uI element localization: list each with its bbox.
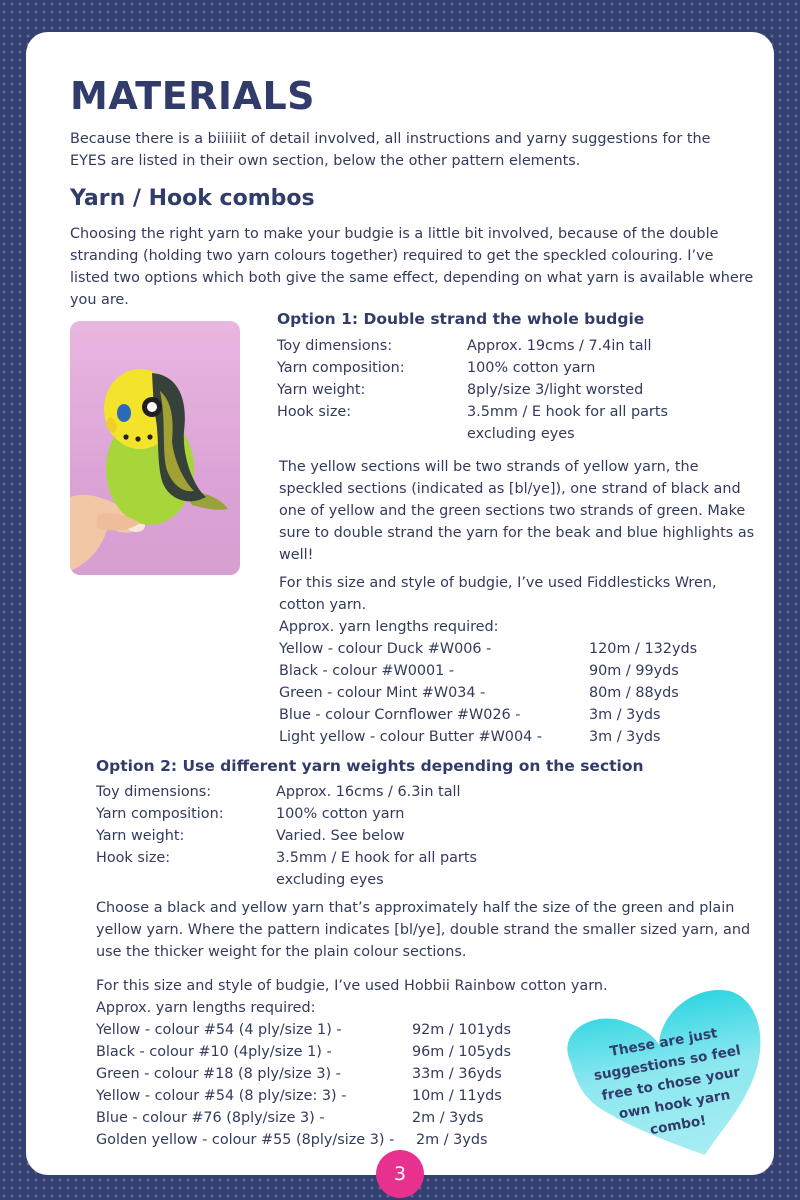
yarn-length-row bbox=[279, 660, 749, 682]
intro-paragraph: Because there is a biiiiiit of detail involved, all instructions and yarny suggestions for the EYES are listed in their own section, below the other pattern elements. bbox=[70, 131, 711, 169]
yarn-length-row bbox=[279, 704, 749, 726]
spec-label: Yarn composition: bbox=[96, 806, 224, 822]
spec-row bbox=[277, 379, 747, 401]
option1-lengths-label: Approx. yarn lengths required: bbox=[279, 619, 499, 635]
yarn-name: Green - colour #18 (8 ply/size 3) - bbox=[96, 1066, 341, 1082]
spec-value: Approx. 16cms / 6.3in tall bbox=[276, 784, 461, 800]
option2-yarn-note: For this size and style of budgie, I’ve used Hobbii Rainbow cotton yarn. bbox=[96, 978, 608, 994]
page-number-badge: 3 bbox=[376, 1150, 424, 1198]
spec-label: Hook size: bbox=[277, 404, 352, 420]
yarn-name: Yellow - colour #54 (4 ply/size 1) - bbox=[96, 1022, 342, 1038]
yarn-name: Golden yellow - colour #55 (8ply/size 3) - bbox=[96, 1132, 395, 1148]
spec-row bbox=[277, 401, 747, 445]
yarn-length-row bbox=[96, 1019, 546, 1041]
yarn-amount: 96m / 105yds bbox=[412, 1044, 511, 1060]
yarn-name: Yellow - colour Duck #W006 - bbox=[279, 641, 492, 657]
section-heading: Yarn / Hook combos bbox=[70, 186, 315, 211]
option2-description: Choose a black and yellow yarn that’s approximately half the size of the green and plain yellow yarn. Where the pattern indicates [bl/ye], double strand the smaller sized yarn, and use the thicker weight for the plain colour sections. bbox=[96, 900, 751, 960]
spec-value: 100% cotton yarn bbox=[276, 806, 405, 822]
yarn-name: Yellow - colour #54 (8 ply/size: 3) - bbox=[96, 1088, 347, 1104]
yarn-name: Black - colour #W0001 - bbox=[279, 663, 455, 679]
option2-heading: Option 2: Use different yarn weights depending on the section bbox=[96, 757, 644, 775]
option2-lengths-label: Approx. yarn lengths required: bbox=[96, 1000, 316, 1016]
spec-row bbox=[96, 847, 536, 891]
spec-label: Toy dimensions: bbox=[277, 338, 393, 354]
spec-label: Yarn weight: bbox=[96, 828, 185, 844]
option1-specs bbox=[277, 335, 747, 445]
option1-description: The yellow sections will be two strands of yellow yarn, the speckled sections (indicated as [bl/ye]), one strand of black and one of yellow and the green sections two strands of green. Make sure to double strand the yarn for the beak and blue highlights as well! bbox=[279, 459, 755, 563]
spec-row bbox=[96, 825, 536, 847]
spec-row bbox=[277, 357, 747, 379]
yarn-length-row bbox=[96, 1085, 546, 1107]
page-title: MATERIALS bbox=[70, 74, 316, 118]
yarn-amount: 80m / 88yds bbox=[589, 685, 679, 701]
yarn-name: Green - colour Mint #W034 - bbox=[279, 685, 486, 701]
yarn-amount: 2m / 3yds bbox=[412, 1110, 484, 1126]
yarn-length-row bbox=[96, 1107, 546, 1129]
spec-value: Varied. See below bbox=[276, 828, 405, 844]
yarn-name: Blue - colour Cornflower #W026 - bbox=[279, 707, 521, 723]
yarn-length-row bbox=[96, 1129, 546, 1151]
yarn-name: Blue - colour #76 (8ply/size 3) - bbox=[96, 1110, 325, 1126]
spec-value: 100% cotton yarn bbox=[467, 360, 596, 376]
spec-row bbox=[96, 781, 536, 803]
yarn-amount: 2m / 3yds bbox=[416, 1132, 488, 1148]
yarn-amount: 120m / 132yds bbox=[589, 641, 698, 657]
yarn-amount: 10m / 11yds bbox=[412, 1088, 502, 1104]
spec-row bbox=[277, 335, 747, 357]
yarn-length-row bbox=[279, 638, 749, 660]
yarn-amount: 3m / 3yds bbox=[589, 729, 661, 745]
yarn-amount: 92m / 101yds bbox=[412, 1022, 511, 1038]
yarn-name: Light yellow - colour Butter #W004 - bbox=[279, 729, 543, 745]
option1-heading: Option 1: Double strand the whole budgie bbox=[277, 310, 645, 328]
spec-row bbox=[96, 803, 536, 825]
yarn-amount: 33m / 36yds bbox=[412, 1066, 502, 1082]
option2-lengths-list bbox=[96, 1019, 546, 1151]
yarn-length-row bbox=[279, 682, 749, 704]
spec-value: 3.5mm / E hook for all parts excluding eyes bbox=[276, 850, 477, 888]
spec-value: 8ply/size 3/light worsted bbox=[467, 382, 644, 398]
yarn-name: Black - colour #10 (4ply/size 1) - bbox=[96, 1044, 332, 1060]
yarn-amount: 3m / 3yds bbox=[589, 707, 661, 723]
spec-value: Approx. 19cms / 7.4in tall bbox=[467, 338, 652, 354]
yarn-amount: 90m / 99yds bbox=[589, 663, 679, 679]
yarn-length-row bbox=[279, 726, 749, 748]
budgie-photo bbox=[70, 321, 240, 575]
option1-lengths-list bbox=[279, 638, 749, 748]
spec-value: 3.5mm / E hook for all parts excluding eyes bbox=[467, 404, 668, 442]
yarn-length-row bbox=[96, 1041, 546, 1063]
spec-label: Toy dimensions: bbox=[96, 784, 212, 800]
budgie-illustration bbox=[70, 321, 240, 575]
yarn-length-row bbox=[96, 1063, 546, 1085]
spec-label: Hook size: bbox=[96, 850, 171, 866]
option1-yarn-note: For this size and style of budgie, I’ve used Fiddlesticks Wren, cotton yarn. bbox=[279, 575, 717, 613]
spec-label: Yarn composition: bbox=[277, 360, 405, 376]
heart-callout-text: These are just suggestions so feel free to chose your own hook yarn combo! bbox=[592, 1025, 742, 1139]
spec-label: Yarn weight: bbox=[277, 382, 366, 398]
option2-specs bbox=[96, 781, 536, 891]
section-intro: Choosing the right yarn to make your budgie is a little bit involved, because of the double stranding (holding two yarn colours together) required to get the speckled colouring. I’ve listed two options which both give the same effect, depending on what yarn is available where you are. bbox=[70, 226, 754, 308]
